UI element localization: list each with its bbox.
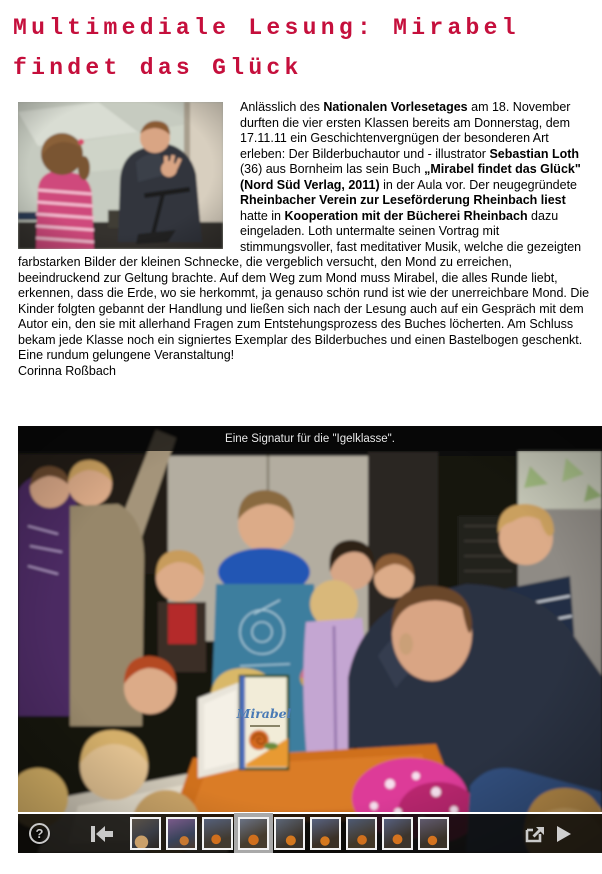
paragraph-segment: Anlässlich des xyxy=(240,100,324,114)
page xyxy=(0,8,602,874)
gallery-viewer xyxy=(18,426,602,853)
paragraph-bold-segment: „Mirabel findet das Glück" (Nord Süd Verlag, 2011) xyxy=(240,162,581,192)
gallery-thumbnail-6[interactable] xyxy=(310,817,341,850)
thumbnail-strip xyxy=(130,817,449,850)
gallery-thumbnail-1[interactable] xyxy=(130,817,161,850)
help-icon[interactable]: ? xyxy=(29,823,50,844)
play-icon[interactable] xyxy=(556,825,572,843)
photo-caption: Eine Signatur für die "Igelklasse". xyxy=(225,432,395,445)
gallery-thumbnail-4[interactable] xyxy=(238,817,269,850)
article-photo-image xyxy=(18,102,223,249)
article-byline: Corinna Roßbach xyxy=(18,363,116,378)
toolbar-left-group xyxy=(29,823,114,844)
open-external-icon[interactable] xyxy=(525,825,545,843)
paragraph-segment: (36) aus Bornheim las sein Buch xyxy=(240,162,425,176)
paragraph-bold-segment: Kooperation mit der Bücherei Rheinbach xyxy=(284,208,528,223)
article-photo[interactable] xyxy=(18,102,223,249)
gallery-thumbnail-8[interactable] xyxy=(382,817,413,850)
paragraph-segment: dazu eingeladen. Loth untermalte seinen Vortrag mit stimmungsvoller, fast meditativer Musik, welche die gezeigten farbstarken Bilder der kleinen Schnecke, die vergeblich versucht, den Mond zu erreichen, beeindruckend zur Geltung brachte. Auf dem Weg zum Mond muss Mirabel, die alles Runde liebt, erkennen, dass die Erde, wo sie herkommt, ja genauso schön rund ist wie der unerreichbare Mond. Die Kinder folgten gebannt der Handlung und ließen sich nach der Lesung auch auf ein Gespräch mit dem Autor ein, den sie mit allerhand Fragen zum Entstehungsprozess des Buches löcherten. Am Schluss bekam jede Klasse noch ein signiertes Exemplar des Bilderbuches und einen Bastelbogen geschenkt. Eine rundum gelungene Veranstaltung! xyxy=(18,208,590,362)
main-photo[interactable] xyxy=(18,426,602,853)
photo-caption-bar xyxy=(18,426,602,451)
paragraph-bold-segment: Nationalen Vorlesetages xyxy=(323,100,468,114)
toolbar-right-group xyxy=(525,825,572,843)
paragraph-bold-segment: Sebastian Loth xyxy=(489,146,580,161)
page-title: Multimediale Lesung: Mirabel findet das Glück xyxy=(13,15,520,81)
gallery-toolbar xyxy=(18,812,602,853)
grid-view-icon[interactable] xyxy=(59,824,81,843)
paragraph-segment: am 18. November durften die vier ersten Klassen bereits am Donnerstag, dem 17.11.11 ein Geschichtenvergnügen der besonderen Art erleben: Der Bilderbuchautor und - illustrator xyxy=(240,100,571,161)
first-image-icon[interactable] xyxy=(90,825,114,843)
paragraph-segment: hatte in xyxy=(240,208,285,223)
article-body xyxy=(18,100,590,379)
paragraph-segment: in der Aula vor. Der neugegründete xyxy=(379,177,577,192)
gallery-thumbnail-3[interactable] xyxy=(202,817,233,850)
paragraph-bold-segment: Rheinbacher Verein zur Leseförderung Rheinbach liest xyxy=(240,193,566,207)
gallery-thumbnail-9[interactable] xyxy=(418,817,449,850)
gallery-thumbnail-5[interactable] xyxy=(274,817,305,850)
gallery-thumbnail-7[interactable] xyxy=(346,817,377,850)
gallery-thumbnail-2[interactable] xyxy=(166,817,197,850)
